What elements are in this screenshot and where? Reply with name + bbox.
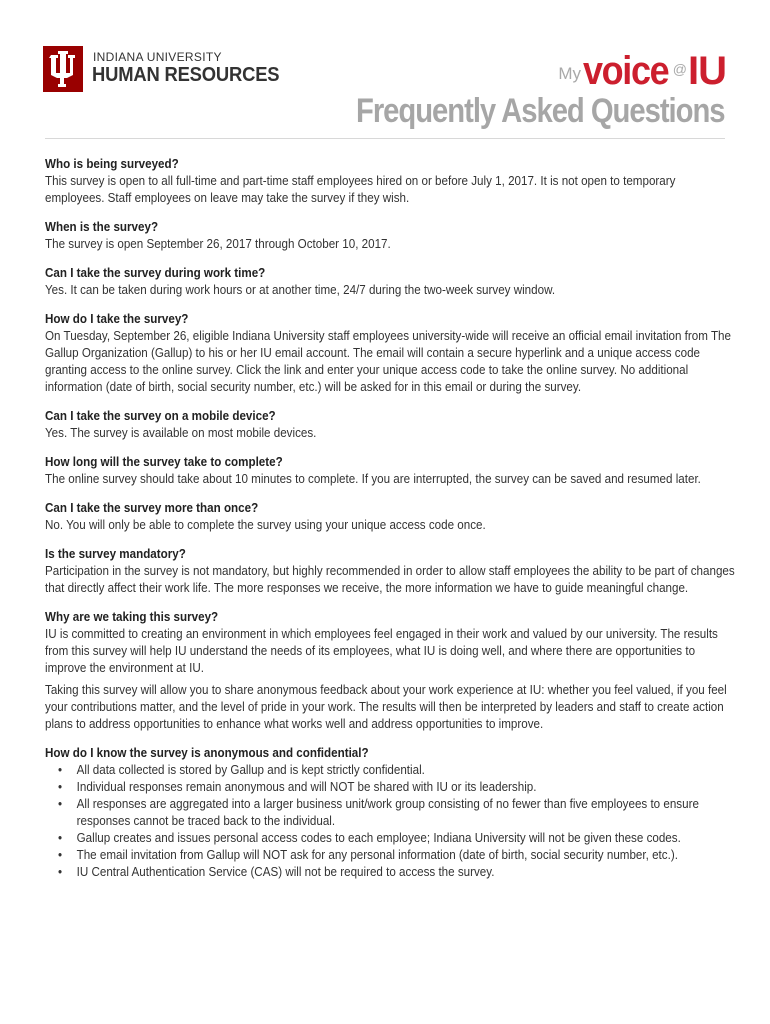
- iu-trident-icon: [43, 46, 83, 92]
- myvoice-iu-logo: [558, 47, 726, 91]
- faq-answer: On Tuesday, September 26, eligible Indiana University staff employees university-wide will receive an official email invitation from The Gallup Organization (Gallup) to his or her IU email account. The email will contain a secure hyperlink and a unique access code granting access to the online survey. Click the link and enter your unique access code to take the online survey. No additional information (date of birth, social security number, etc.) will be asked for in this email or during the survey.: [45, 329, 731, 394]
- faq-question: Can I take the survey during work time?: [45, 266, 266, 280]
- page-title: Frequently Asked Questions: [356, 92, 725, 130]
- faq-question: How do I know the survey is anonymous and confidential?: [45, 746, 369, 760]
- faq-bullet-item: • The email invitation from Gallup will NOT ask for any personal information (date of birth, social security number, etc.).: [58, 847, 735, 864]
- university-name: INDIANA UNIVERSITY: [93, 50, 222, 64]
- faq-item: [45, 454, 735, 488]
- faq-answer: Yes. It can be taken during work hours or at another time, 24/7 during the two-week survey window.: [45, 283, 556, 297]
- faq-item: [45, 745, 735, 881]
- faq-item: [45, 408, 735, 442]
- faq-question: How long will the survey take to complete?: [45, 455, 283, 469]
- faq-question: How do I take the survey?: [45, 312, 189, 326]
- faq-answer: Taking this survey will allow you to share anonymous feedback about your work experience at IU: whether you feel valued, if you feel your contributions matter, and the level of pride in your work. The results will then be interpreted by leaders and staff to create action plans to address opportunities to enhance what works well and address opportunities to improve.: [45, 683, 727, 731]
- faq-bullet-item: • All responses are aggregated into a larger business unit/work group consisting of no fewer than five employees to ensure responses cannot be traced back to the individual.: [58, 796, 735, 830]
- logo-iu-text: IU: [688, 49, 726, 93]
- faq-item: [45, 156, 735, 207]
- faq-item: [45, 546, 735, 597]
- faq-question: Is the survey mandatory?: [45, 547, 186, 561]
- faq-list: [45, 156, 735, 881]
- faq-answer: IU is committed to creating an environment in which employees feel engaged in their work and valued by our university. The results from this survey will help IU understand the needs of its employees, what IU is doing well, and where there are opportunities to improve the environment at IU.: [45, 627, 718, 675]
- faq-question: Can I take the survey more than once?: [45, 501, 259, 515]
- faq-content: [45, 156, 735, 893]
- faq-question: When is the survey?: [45, 220, 159, 234]
- faq-answer: Yes. The survey is available on most mobile devices.: [45, 426, 317, 440]
- faq-question: Can I take the survey on a mobile device?: [45, 409, 276, 423]
- faq-question: Why are we taking this survey?: [45, 610, 219, 624]
- department-name: HUMAN RESOURCES: [92, 64, 280, 86]
- faq-item: [45, 500, 735, 534]
- logo-my-text: My: [558, 64, 581, 83]
- faq-answer: The survey is open September 26, 2017 through October 10, 2017.: [45, 237, 391, 251]
- faq-answer: No. You will only be able to complete the survey using your unique access code once.: [45, 518, 486, 532]
- logo-voice-text: voice: [582, 49, 669, 93]
- faq-bullet-item: • All data collected is stored by Gallup and is kept strictly confidential.: [58, 762, 735, 779]
- faq-answer: The online survey should take about 10 minutes to complete. If you are interrupted, the survey can be saved and resumed later.: [45, 472, 701, 486]
- faq-bullet-item: • IU Central Authentication Service (CAS) will not be required to access the survey.: [58, 864, 735, 881]
- faq-item: [45, 265, 735, 299]
- faq-answer: Participation in the survey is not mandatory, but highly recommended in order to allow staff employees the ability to be part of changes that directly affect their work life. The more responses we receive, the more information we have to guide meaningful change.: [45, 564, 735, 595]
- faq-question: Who is being surveyed?: [45, 157, 179, 171]
- faq-item: [45, 219, 735, 253]
- faq-bullet-item: • Individual responses remain anonymous and will NOT be shared with IU or its leadership.: [58, 779, 735, 796]
- faq-bullet-list: [45, 762, 735, 881]
- logo-at-text: @: [672, 61, 687, 77]
- faq-item: [45, 311, 735, 396]
- page-header: [0, 0, 770, 140]
- faq-item: [45, 609, 735, 733]
- faq-answer: This survey is open to all full-time and part-time staff employees hired on or before July 1, 2017. It is not open to temporary employees. Staff employees on leave may take the survey if they wish.: [45, 174, 676, 205]
- faq-bullet-item: • Gallup creates and issues personal access codes to each employee; Indiana University will not be given these codes.: [58, 830, 735, 847]
- header-divider: [45, 138, 725, 139]
